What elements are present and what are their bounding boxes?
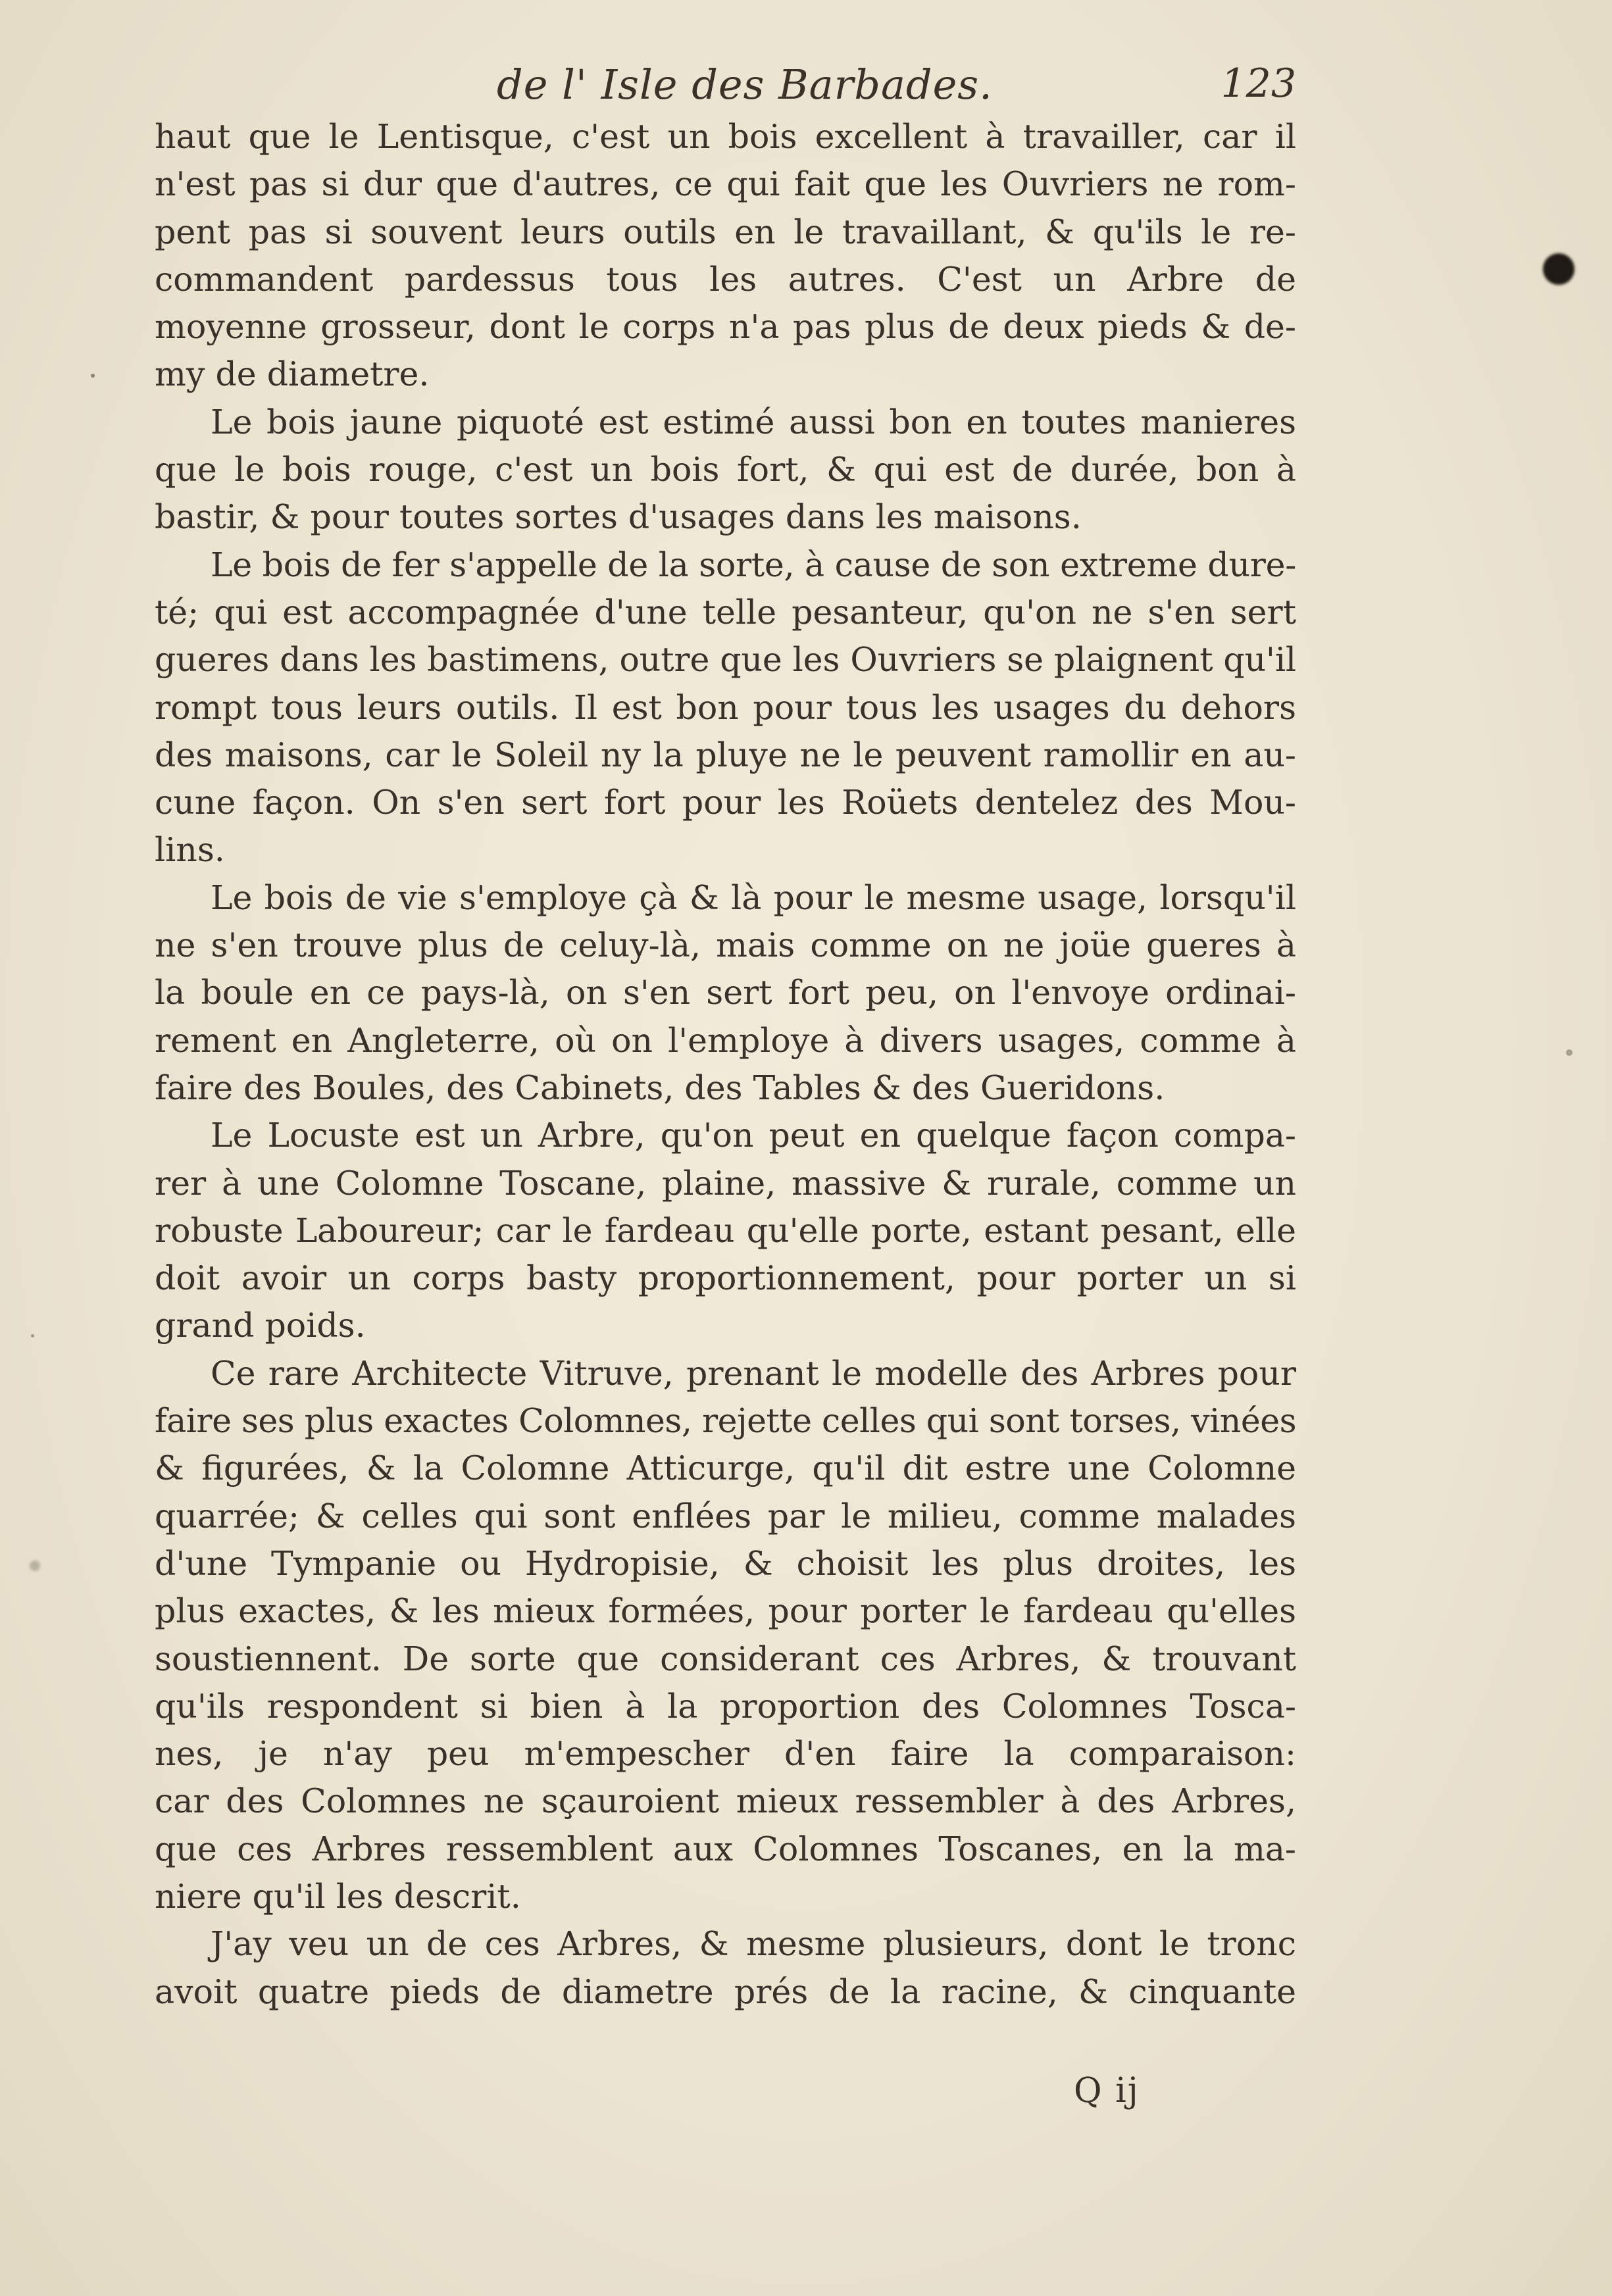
- text-line: rer à une Colomne Toscane, plaine, massive & rurale, comme un: [155, 1163, 1296, 1203]
- text-line: d'une Tympanie ou Hydropisie, & choisit les plus droites, les: [155, 1543, 1296, 1583]
- paper-speck: [91, 374, 95, 378]
- text-line: moyenne grosseur, dont le corps n'a pas plus de deux pieds & de-: [155, 307, 1296, 347]
- text-line: des maisons, car le Soleil ny la pluye ne le peuvent ramollir en au-: [155, 735, 1296, 774]
- paragraph: [155, 1920, 1296, 2016]
- text-line: Le Locuste est un Arbre, qu'on peut en quelque façon compa-: [211, 1116, 1296, 1155]
- paragraph: [155, 113, 1296, 399]
- text-line: n'est pas si dur que d'autres, ce qui fait que les Ouvriers ne rom-: [155, 164, 1296, 204]
- text-line: commandent pardessus tous les autres. C'est un Arbre de: [155, 259, 1296, 299]
- text-line: Ce rare Architecte Vitruve, prenant le modelle des Arbres pour: [211, 1353, 1296, 1393]
- text-line: plus exactes, & les mieux formées, pour porter le fardeau qu'elles: [155, 1591, 1296, 1631]
- text-line: que le bois rouge, c'est un bois fort, & qui est de durée, bon à: [155, 450, 1296, 489]
- text-line: car des Colomnes ne sçauroient mieux ressembler à des Arbres,: [155, 1782, 1296, 1821]
- text-line: cune façon. On s'en sert fort pour les Roüets dentelez des Mou-: [155, 783, 1296, 822]
- paragraph: [155, 399, 1296, 541]
- text-line: Le bois de vie s'employe çà & là pour le mesme usage, lorsqu'il: [211, 878, 1296, 917]
- text-line: lins.: [155, 830, 225, 870]
- text-line: qu'ils respondent si bien à la proportion des Colomnes Tosca-: [155, 1686, 1296, 1726]
- text-line: soustiennent. De sorte que considerant ces Arbres, & trouvant: [155, 1639, 1296, 1678]
- text-line: faire des Boules, des Cabinets, des Tables & des Gueridons.: [155, 1068, 1165, 1107]
- text-line: doit avoir un corps basty proportionnement, pour porter un si: [155, 1259, 1296, 1298]
- text-line: niere qu'il les descrit.: [155, 1876, 521, 1916]
- text-line: la boule en ce pays-là, on s'en sert fort peu, on l'envoye ordinai-: [155, 973, 1296, 1012]
- page-header: [155, 61, 1296, 113]
- text-line: bastir, & pour toutes sortes d'usages dans les maisons.: [155, 497, 1082, 537]
- text-line: rement en Angleterre, où on l'employe à divers usages, comme à: [155, 1020, 1296, 1060]
- text-line: que ces Arbres ressemblent aux Colomnes Toscanes, en la ma-: [155, 1829, 1296, 1868]
- ink-blot: [1543, 253, 1574, 285]
- text-line: avoit quatre pieds de diametre prés de la racine, & cinquante: [155, 1972, 1296, 2011]
- text-line: grand poids.: [155, 1306, 366, 1345]
- paper-speck: [1566, 1049, 1573, 1056]
- paragraph: [155, 874, 1296, 1112]
- page-number: 123: [1221, 61, 1296, 107]
- text-line: nes, je n'ay peu m'empescher d'en faire la comparaison:: [155, 1734, 1296, 1774]
- text-line: ne s'en trouve plus de celuy-là, mais comme on ne joüe gueres à: [155, 926, 1296, 965]
- text-line: J'ay veu un de ces Arbres, & mesme plusieurs, dont le tronc: [211, 1924, 1296, 1964]
- text-line: gueres dans les bastimens, outre que les Ouvriers se plaignent qu'il: [155, 640, 1296, 680]
- body-text: [155, 113, 1296, 2016]
- text-line: haut que le Lentisque, c'est un bois excellent à travailler, car il: [155, 117, 1296, 156]
- paper-speck: [31, 1334, 34, 1337]
- text-line: & figurées, & la Colomne Atticurge, qu'il dit estre une Colomne: [155, 1449, 1296, 1488]
- text-line: rompt tous leurs outils. Il est bon pour tous les usages du dehors: [155, 687, 1296, 727]
- text-line: quarrée; & celles qui sont enflées par le milieu, comme malades: [155, 1496, 1296, 1535]
- paragraph: [155, 1112, 1296, 1349]
- text-line: robuste Laboureur; car le fardeau qu'elle porte, estant pesant, elle: [155, 1210, 1296, 1250]
- paragraph: [155, 1350, 1296, 1921]
- text-line: faire ses plus exactes Colomnes, rejette celles qui sont torses, vinées: [155, 1401, 1296, 1441]
- text-line: pent pas si souvent leurs outils en le travaillant, & qu'ils le re-: [155, 212, 1296, 251]
- text-line: Le bois de fer s'appelle de la sorte, à cause de son extreme dure-: [211, 545, 1296, 584]
- running-title: de l' Isle des Barbades.: [497, 61, 993, 109]
- text-line: Le bois jaune piquoté est estimé aussi bon en toutes manieres: [211, 402, 1296, 441]
- text-line: my de diametre.: [155, 355, 430, 394]
- paragraph: [155, 541, 1296, 874]
- signature-mark: Q ij: [1074, 2071, 1140, 2110]
- text-line: té; qui est accompagnée d'une telle pesanteur, qu'on ne s'en sert: [155, 592, 1296, 632]
- paper-speck: [30, 1560, 40, 1571]
